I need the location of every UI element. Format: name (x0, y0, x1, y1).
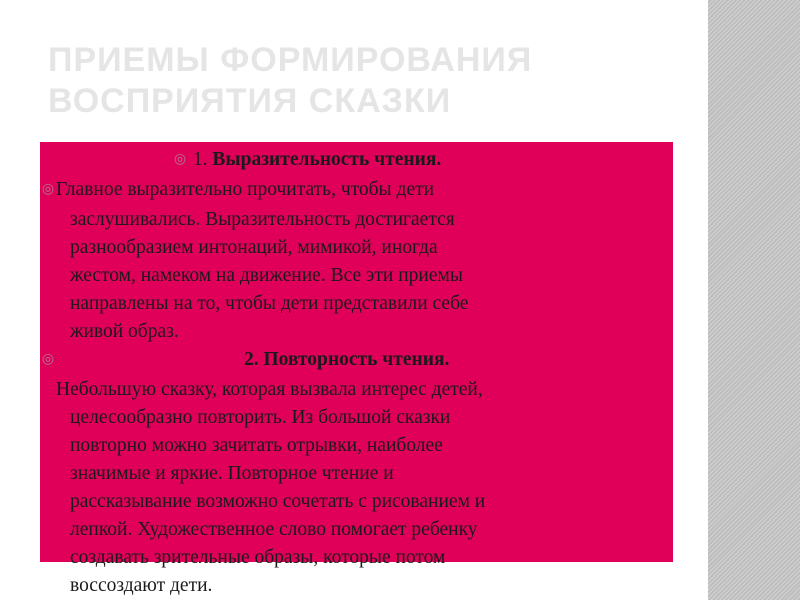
section-1-line: жестом, намеком на движение. Все эти приемы (70, 265, 463, 286)
bullet-icon: ◎ (41, 352, 55, 367)
section-1-heading-line (40, 146, 680, 176)
section-2-heading: 2. Повторность чтения. (244, 349, 450, 370)
section-1-line: заслушивались. Выразительность достигается (70, 209, 455, 230)
slide-title (48, 40, 688, 122)
title-line-1: ПРИЕМЫ ФОРМИРОВАНИЯ (48, 41, 533, 79)
title-line-2: ВОСПРИЯТИЯ СКАЗКИ (48, 82, 452, 120)
section-1-line: живой образ. (70, 321, 179, 342)
section-1-line: направлены на то, чтобы дети представили себе (70, 293, 469, 314)
section-1-heading: Выразительность чтения. (212, 149, 442, 170)
section-2-line: Небольшую сказку, которая вызвала интерес детей, (56, 379, 483, 400)
section-2-line: повторно можно зачитать отрывки, наиболее (70, 435, 443, 456)
section-1-line: разнообразием интонаций, мимикой, иногда (70, 237, 438, 258)
section-2-line: лепкой. Художественное слово помогает ребенку (70, 519, 478, 540)
section-2-line: значимые и яркие. Повторное чтение и (70, 463, 394, 484)
section-2-heading-line (40, 346, 680, 376)
content-text (40, 146, 680, 600)
section-1-line-text: Главное выразительно прочитать, чтобы дети (56, 179, 435, 200)
section-1-line (40, 176, 680, 206)
section-2-line: создавать зрительные образы, которые потом (70, 547, 446, 568)
bullet-icon: ◎ (173, 152, 187, 167)
decorative-side-band (708, 0, 800, 600)
section-2-line: целесообразно повторить. Из большой сказки (70, 407, 451, 428)
section-2-line: рассказывание возможно сочетать с рисованием и (70, 491, 486, 512)
section-2-line: воссоздают дети. (70, 575, 213, 596)
bullet-icon: ◎ (41, 182, 55, 197)
section-1-number: 1. (192, 149, 208, 170)
